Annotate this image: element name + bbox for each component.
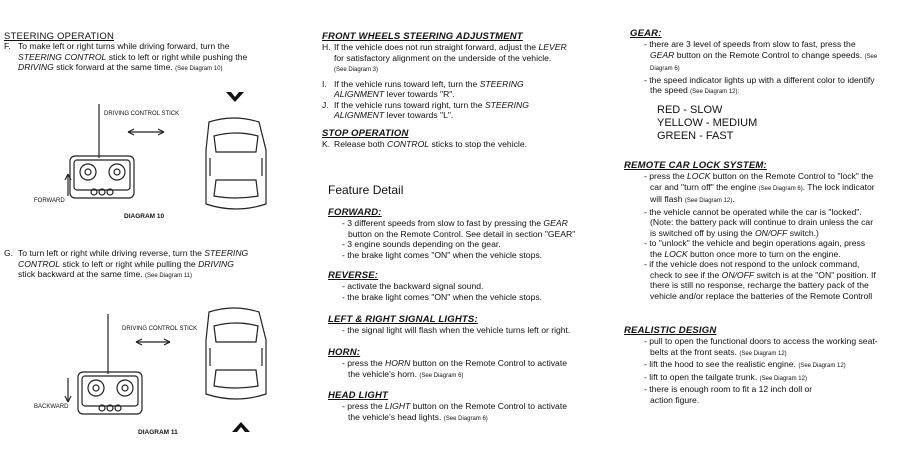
design-text-5: - there is enough room to fit a 12 inch doll or bbox=[644, 384, 813, 394]
diagram-ref: (See Diagram 6) bbox=[419, 372, 464, 379]
reverse-title: REVERSE: bbox=[328, 270, 379, 281]
lock-text-6: . bbox=[732, 194, 735, 204]
front-wheels-title: FRONT WHEELS STEERING ADJUSTMENT bbox=[322, 31, 523, 42]
forward-bullet-2: - 3 engine sounds depending on the gear. bbox=[342, 239, 501, 249]
step-g-letter: G. bbox=[4, 248, 14, 258]
speed-medium: YELLOW - MEDIUM bbox=[657, 116, 758, 129]
lock-text-10: switch.) bbox=[787, 227, 819, 238]
diagram-ref: (See Diagram 6) bbox=[758, 185, 803, 192]
design-bullet-2 bbox=[624, 359, 914, 372]
horn-text-2: button on the Remote Control to activate bbox=[410, 358, 568, 368]
step-j bbox=[322, 100, 608, 121]
front-wheels-section bbox=[322, 31, 608, 121]
headlight-title: HEAD LIGHT bbox=[328, 390, 389, 401]
headlight-text-3: the vehicle's head lights. bbox=[348, 411, 444, 422]
stop-section bbox=[322, 128, 608, 150]
step-j-text: If the vehicle runs toward right, turn the bbox=[334, 99, 485, 110]
step-f bbox=[4, 41, 300, 75]
driving-term: DRIVING bbox=[18, 62, 54, 72]
speed-fast: GREEN - FAST bbox=[657, 129, 734, 142]
gear-section bbox=[630, 28, 914, 143]
reverse-bullet-1: - activate the backward signal sound. bbox=[342, 281, 484, 291]
step-k-text-2: sticks to stop the vehicle. bbox=[429, 139, 527, 149]
diagram-11-caption: DIAGRAM 11 bbox=[138, 429, 178, 436]
gear-term: GEAR bbox=[650, 49, 675, 60]
diagram-ref: (See Diagram 11) bbox=[145, 273, 192, 279]
design-bullet-4 bbox=[624, 384, 914, 405]
speed-slow: RED - SLOW bbox=[657, 103, 723, 116]
horn-term: HORN bbox=[385, 358, 411, 368]
step-i-text-2: lever towards "R". bbox=[384, 89, 455, 99]
diagram-10 bbox=[4, 80, 300, 230]
step-h-letter: H. bbox=[322, 42, 331, 52]
design-text-6: action figure. bbox=[650, 394, 700, 405]
forward-bullet-text: - 3 different speeds from slow to fast by pressing the bbox=[342, 218, 544, 228]
diagram-ref-2: Diagram 6) bbox=[650, 66, 680, 72]
lock-text-15: check to see if the bbox=[650, 269, 722, 280]
forward-bullet-1 bbox=[328, 218, 608, 239]
design-section bbox=[624, 325, 914, 405]
design-text-2: belts at the front seats. bbox=[650, 346, 740, 357]
lock-text-14: - if the vehicle does not respond to the unlock command, bbox=[644, 259, 860, 269]
step-k-text: Release both bbox=[334, 139, 388, 149]
step-k-letter: K. bbox=[322, 139, 331, 149]
headlight-text: - press the bbox=[342, 401, 385, 411]
diagram-ref: (See Diagram 6) bbox=[443, 415, 488, 422]
headlight-text-2: button on the Remote Control to activate bbox=[410, 401, 568, 411]
lock-text-17: there is still no response, recharge the battery pack of the bbox=[650, 280, 869, 290]
step-i-text: If the vehicle runs toward left, turn the bbox=[334, 78, 480, 89]
design-bullet-1 bbox=[624, 336, 914, 359]
step-h-text-2: for satisfactory alignment on the underside of the vehicle. bbox=[334, 52, 552, 63]
step-i-letter: I. bbox=[322, 78, 327, 89]
diagram-ref: (See Diagram 10) bbox=[175, 66, 223, 72]
driving-stick-label: DRIVING CONTROL STICK bbox=[122, 326, 198, 332]
diagram-ref: (See Diagram 12): bbox=[690, 89, 740, 95]
driving-term: DRIVING bbox=[198, 258, 234, 269]
gear-text-3: - the speed indicator lights up with a different color to identify bbox=[644, 74, 875, 85]
lock-text-16: switch is at the "ON" position. If bbox=[754, 269, 876, 280]
light-term: LIGHT bbox=[385, 401, 411, 411]
lock-text-13: button once more to turn on the engine. bbox=[687, 248, 841, 259]
lock-bullet-2 bbox=[624, 207, 914, 239]
lock-text-18: vehicle and/or replace the batteries of the Remote Controll bbox=[650, 290, 873, 301]
lock-text: - press the bbox=[644, 171, 687, 181]
diagram-ref: (See bbox=[864, 53, 878, 60]
horn-section bbox=[328, 347, 608, 381]
step-f-letter: F. bbox=[4, 41, 11, 51]
stop-title: STOP OPERATION bbox=[322, 128, 409, 139]
horn-title: HORN: bbox=[328, 347, 361, 358]
speed-list bbox=[630, 104, 914, 143]
reverse-bullet-2: - the brake light comes "ON" when the vehicle stops. bbox=[342, 291, 543, 302]
step-h bbox=[322, 42, 608, 76]
forward-bullet-text-2: button on the Remote Control. See detail in section "GEAR" bbox=[348, 228, 576, 239]
lock-term: LOCK bbox=[687, 171, 711, 181]
gear-term: GEAR bbox=[543, 218, 568, 228]
onoff-term: ON/OFF bbox=[721, 269, 755, 280]
design-text: - pull to open the functional doors to access the working seat- bbox=[644, 336, 878, 346]
diagram-11 bbox=[4, 300, 300, 450]
steering-control-term: STEERING CONTROL bbox=[18, 51, 107, 62]
lock-text-12: the bbox=[650, 248, 665, 259]
gear-bullet-2 bbox=[630, 75, 914, 98]
design-text-4: - lift to open the tailgate trunk. bbox=[644, 371, 760, 382]
reverse-section bbox=[328, 270, 608, 302]
design-bullet-3 bbox=[624, 372, 914, 385]
lock-text-3: car and "turn off" the engine bbox=[650, 181, 759, 192]
lock-bullet-4 bbox=[624, 259, 914, 301]
steering-term: STEERING bbox=[479, 78, 524, 89]
lock-text-2: button on the Remote Control to "lock" the bbox=[710, 171, 874, 181]
forward-bullet-3: - the brake light comes "ON" when the vehicle stops. bbox=[342, 249, 543, 260]
step-j-text-2: lever towards "L". bbox=[384, 110, 454, 120]
step-g-text: To turn left or right while driving reverse, turn the bbox=[18, 248, 205, 258]
control-term: CONTROL bbox=[387, 139, 430, 149]
diagram-ref: (See Diagram 12) bbox=[798, 363, 846, 369]
horn-bullet bbox=[328, 358, 608, 381]
step-i bbox=[322, 79, 608, 100]
signal-title: LEFT & RIGHT SIGNAL LIGHTS: bbox=[328, 314, 478, 325]
lock-text-4: . The lock indicator bbox=[802, 181, 875, 192]
backward-label: BACKWARD bbox=[34, 404, 69, 410]
steering-term: STEERING bbox=[204, 248, 249, 258]
control-term: CONTROL bbox=[18, 258, 61, 269]
alignment-term: ALIGNMENT bbox=[334, 110, 385, 120]
lock-text-5: will flash bbox=[650, 194, 685, 204]
horn-text-3: the vehicle's horn. bbox=[348, 368, 420, 379]
step-k bbox=[322, 139, 608, 150]
remote-car-reverse-illustration bbox=[4, 300, 300, 450]
lock-text-7: - the vehicle cannot be operated while the car is "locked". bbox=[644, 206, 862, 217]
gear-title: GEAR: bbox=[630, 28, 662, 39]
steering-term: STEERING bbox=[484, 99, 529, 110]
design-text-3: - lift the hood to see the realistic engine. bbox=[644, 359, 799, 369]
lock-text-11: - to "unlock" the vehicle and begin operations again, press bbox=[644, 238, 866, 248]
design-title: REALISTIC DESIGN bbox=[624, 325, 717, 336]
forward-title: FORWARD: bbox=[328, 207, 382, 218]
gear-text-4: the speed bbox=[650, 85, 691, 95]
step-f-text: To make left or right turns while driving forward, turn the bbox=[18, 41, 230, 51]
gear-text-2: button on the Remote Control to change speeds. bbox=[674, 49, 865, 60]
gear-text: - there are 3 level of speeds from slow to fast, press the bbox=[644, 39, 856, 49]
forward-section bbox=[328, 207, 608, 260]
lock-section bbox=[624, 160, 914, 301]
remote-car-forward-illustration bbox=[4, 80, 300, 230]
signal-section bbox=[328, 314, 608, 336]
diagram-ref: (See Diagram 12) bbox=[739, 350, 787, 357]
gear-bullet-1 bbox=[630, 39, 914, 75]
step-f-text-2: stick to left or right while pushing the bbox=[106, 51, 248, 62]
lock-text-9: is switched off by using the bbox=[650, 227, 755, 238]
lock-bullet-1 bbox=[624, 171, 914, 207]
steering-title: STEERING OPERATION bbox=[4, 31, 115, 42]
lock-text-8: (Note: the battery pack will continue to drain unless the car bbox=[650, 217, 874, 227]
step-j-letter: J. bbox=[322, 99, 329, 110]
onoff-term: ON/OFF bbox=[754, 227, 788, 238]
diagram-ref: (See Diagram 12) bbox=[684, 198, 733, 204]
step-f-text-3: stick forward at the same time. bbox=[53, 62, 176, 72]
lock-term: LOCK bbox=[664, 248, 688, 259]
headlight-section bbox=[328, 390, 608, 424]
headlight-bullet bbox=[328, 401, 608, 424]
feature-detail-heading bbox=[328, 183, 403, 197]
step-h-text: If the vehicle does not run straight forward, adjust the bbox=[334, 42, 539, 52]
forward-label: FORWARD bbox=[34, 198, 65, 204]
lock-title: REMOTE CAR LOCK SYSTEM: bbox=[624, 160, 767, 171]
diagram-10-caption: DIAGRAM 10 bbox=[124, 213, 165, 220]
step-g-text-3: stick backward at the same time. bbox=[18, 269, 146, 279]
step-g-text-2: stick to left or right while pulling the bbox=[60, 258, 199, 269]
feature-detail-title: Feature Detail bbox=[328, 183, 404, 197]
driving-stick-label: DRIVING CONTROL STICK bbox=[104, 111, 180, 117]
diagram-ref: (See Diagram 3) bbox=[334, 67, 379, 73]
alignment-term: ALIGNMENT bbox=[334, 89, 385, 99]
lock-bullet-3 bbox=[624, 238, 914, 259]
horn-text: - press the bbox=[342, 358, 385, 368]
diagram-ref: (See Diagram 12) bbox=[759, 375, 807, 382]
lever-term: LEVER bbox=[538, 42, 567, 52]
signal-bullet-1: - the signal light will flash when the vehicle turns left or right. bbox=[342, 325, 571, 335]
step-g bbox=[4, 248, 300, 282]
